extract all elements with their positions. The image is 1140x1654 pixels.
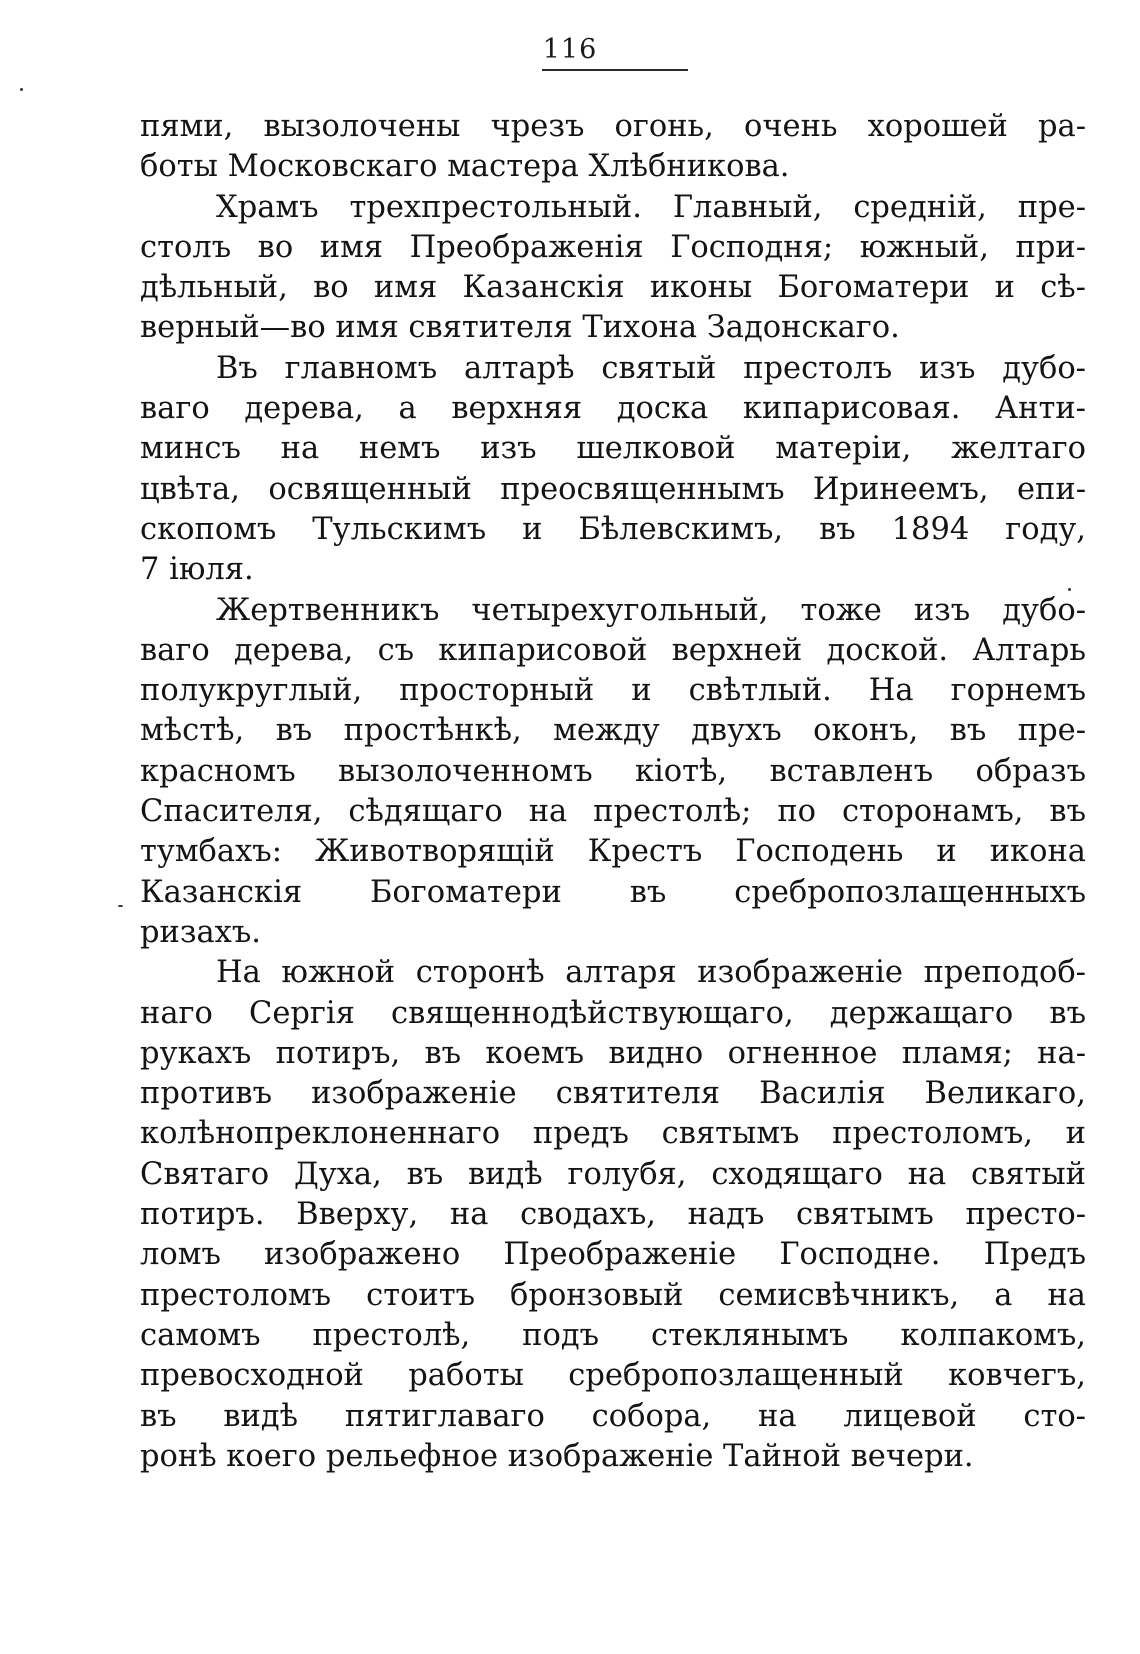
- text-line: противъ изображенiе святителя Василiя Великаго,: [140, 1076, 1086, 1112]
- paragraph: [140, 188, 1086, 349]
- text-line: ризахъ.: [140, 914, 261, 950]
- text-line: цвѣта, освященный преосвященнымъ Иринеемъ, епи-: [140, 471, 1086, 507]
- text-line: Храмъ трехпрестольный. Главный, среднiй, пре-: [216, 189, 1086, 225]
- text-line: ваго дерева, а верхняя доска кипарисовая. Анти-: [140, 391, 1086, 427]
- scan-speck: [20, 88, 23, 91]
- text-line: Спасителя, сѣдящаго на престолѣ; по сторонамъ, въ: [140, 794, 1086, 830]
- paragraph: [140, 107, 1086, 188]
- text-line: мѣстѣ, въ простѣнкѣ, между двухъ оконъ, въ пре-: [140, 713, 1086, 749]
- text-line: столъ во имя Преображенiя Господня; южный, при-: [140, 229, 1086, 265]
- body-text: [140, 107, 1086, 1477]
- text-line: наго Сергiя священнодѣйствующаго, держащаго въ: [140, 995, 1086, 1031]
- text-line: престоломъ стоитъ бронзовый семисвѣчникъ, а на: [140, 1277, 1086, 1313]
- text-line: дѣльный, во имя Казанскiя иконы Богоматери и сѣ-: [140, 270, 1086, 306]
- text-line: минсъ на немъ изъ шелковой матерiи, желтаго: [140, 431, 1086, 467]
- text-line: Святаго Духа, въ видѣ голубя, сходящаго на святый: [140, 1156, 1086, 1192]
- text-line: 7 iюля.: [140, 552, 254, 588]
- text-line: колѣнопреклоненнаго предъ святымъ престоломъ, и: [140, 1116, 1086, 1152]
- text-line: ломъ изображено Преображенiе Господне. Предъ: [140, 1237, 1086, 1273]
- text-line: полукруглый, просторный и свѣтлый. На горнемъ: [140, 673, 1086, 709]
- text-line: скопомъ Тульскимъ и Бѣлевскимъ, въ 1894 году,: [140, 511, 1086, 547]
- scan-speck: [1068, 588, 1071, 591]
- text-line: ронѣ коего рельефное изображенiе Тайной вечери.: [140, 1438, 974, 1474]
- scan-speck: [118, 905, 123, 907]
- text-line: красномъ вызолоченномъ кiотѣ, вставленъ образъ: [140, 753, 1086, 789]
- text-line: превосходной работы сребропозлащенный ковчегъ,: [140, 1358, 1086, 1394]
- paragraph: [140, 349, 1086, 591]
- text-line: боты Московскаго мастера Хлѣбникова.: [140, 149, 790, 185]
- header-rule: [542, 69, 688, 71]
- text-line: На южной сторонѣ алтаря изображенiе преподоб-: [216, 955, 1086, 991]
- paragraph: [140, 591, 1086, 954]
- paragraph: [140, 953, 1086, 1477]
- text-line: Казанскiя Богоматери въ сребропозлащенныхъ: [140, 874, 1086, 910]
- text-line: ваго дерева, съ кипарисовой верхней доской. Алтарь: [140, 632, 1086, 668]
- text-line: тумбахъ: Животворящiй Крестъ Господень и икона: [140, 834, 1086, 870]
- text-line: верный—во имя святителя Тихона Задонскаго.: [140, 310, 900, 346]
- text-line: пями, вызолочены чрезъ огонь, очень хорошей ра-: [140, 109, 1086, 144]
- page-number: 116: [542, 34, 598, 65]
- text-line: потиръ. Вверху, на сводахъ, надъ святымъ престо-: [140, 1197, 1086, 1233]
- text-line: рукахъ потиръ, въ коемъ видно огненное пламя; на-: [140, 1035, 1086, 1071]
- text-line: Въ главномъ алтарѣ святый престолъ изъ дубо-: [216, 350, 1086, 386]
- text-line: Жертвенникъ четырехугольный, тоже изъ дубо-: [216, 592, 1086, 628]
- text-line: въ видѣ пятиглаваго собора, на лицевой сто-: [140, 1398, 1086, 1434]
- text-line: самомъ престолѣ, подъ стеклянымъ колпакомъ,: [140, 1317, 1086, 1353]
